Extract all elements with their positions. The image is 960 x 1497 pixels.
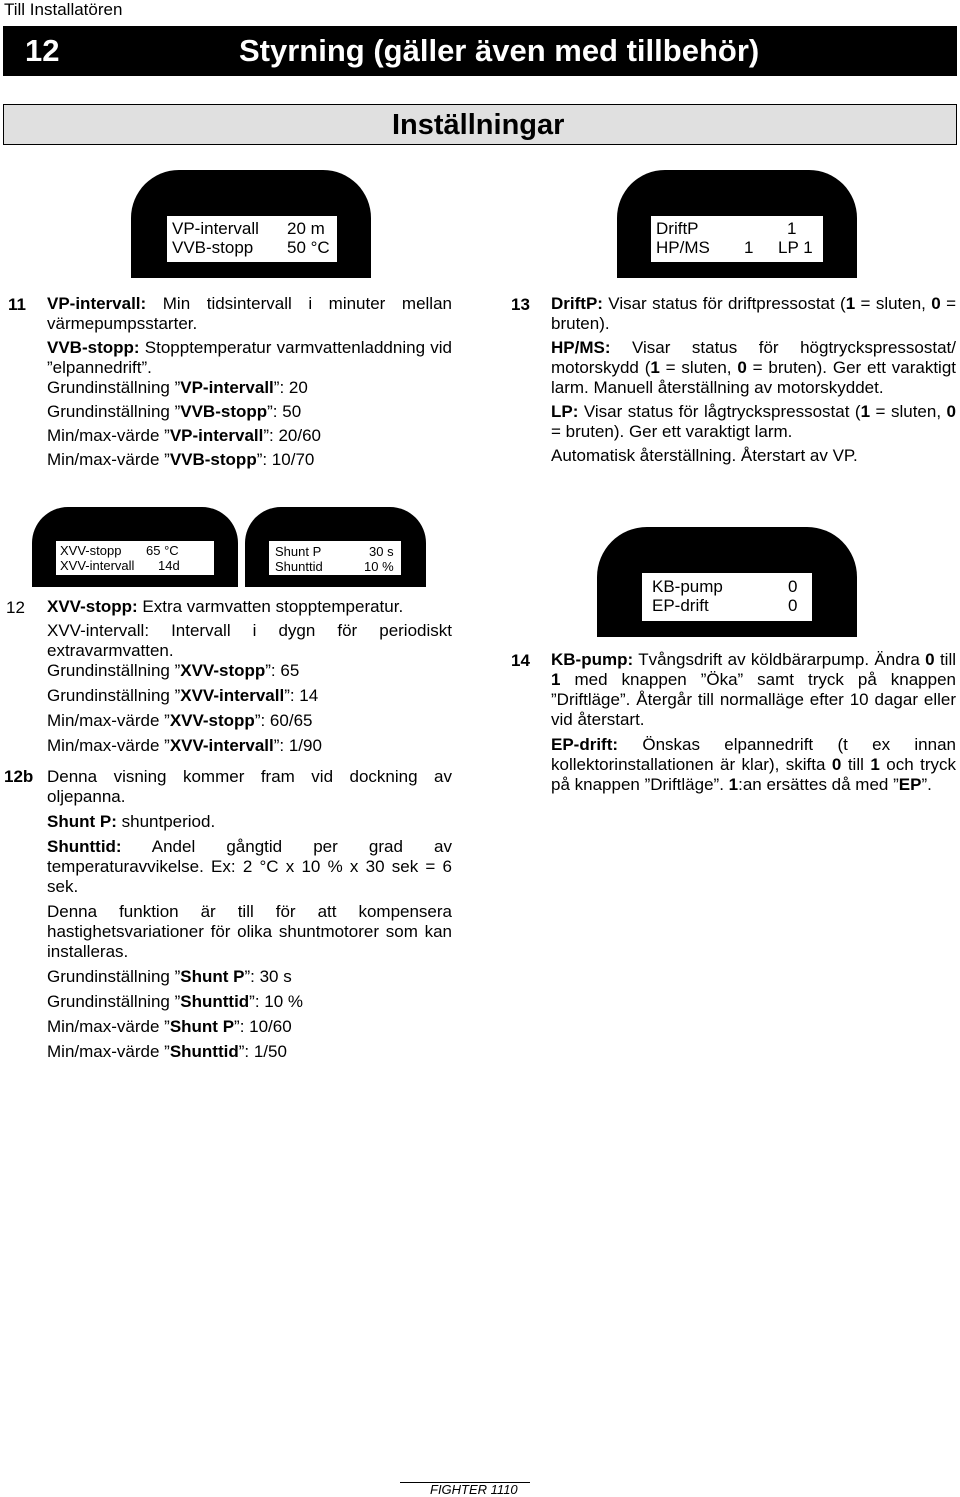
running-header: Till Installatören bbox=[4, 0, 123, 19]
display-kb-pump bbox=[597, 527, 857, 637]
display-value: 0 bbox=[788, 577, 798, 596]
chapter-title: Styrning (gäller även med tillbehör) bbox=[239, 33, 760, 68]
display-value: 1 bbox=[787, 219, 797, 238]
display-screen bbox=[651, 216, 823, 262]
item-13-text: DriftP: Visar status för driftpressostat (1 = sluten, 0 = bruten). HP/MS: Visar status för högtryckspressostat/ motorskydd (1 = sluten, 0 = bruten). Ger ett varaktigt larm. Manuell återställning av motorskyddet. LP: Visar status för lågtryckspressostat (1 = sluten, 0 = bruten). Ger ett varaktigt larm. Automatisk återställning. Återstart av VP. bbox=[551, 294, 957, 465]
display-value: 30 s bbox=[369, 544, 394, 559]
display-label: Shunttid bbox=[275, 559, 323, 574]
item-number: 12b bbox=[4, 767, 34, 786]
footer-product: FIGHTER 1110 bbox=[430, 1482, 518, 1497]
display-value: 0 bbox=[788, 596, 798, 615]
display-value: 65 °C bbox=[146, 543, 179, 558]
item-11-text: VP-intervall: Min tidsintervall i minuter mellan värmepumpsstarter. VVB-stopp: Stopptemperatur varmvattenladdning vid ”elpannedrift”. Grundinställning ”VP-intervall”: 20 Grundinställning ”VVB-stopp”: 50 Min/max-värde ”VP-intervall”: 20/60 Min/max-värde ”VVB-stopp”: 10/70 bbox=[47, 294, 452, 469]
display-label: XVV-stopp bbox=[60, 543, 122, 558]
item-number: 11 bbox=[8, 295, 26, 314]
display-shunt-p bbox=[245, 507, 426, 587]
display-label: LP 1 bbox=[778, 238, 813, 257]
display-value: 20 m bbox=[287, 219, 325, 238]
chapter-banner bbox=[3, 26, 957, 76]
display-screen bbox=[167, 216, 337, 262]
display-label: EP-drift bbox=[652, 596, 709, 615]
display-label: HP/MS bbox=[656, 238, 710, 257]
display-value: 14d bbox=[158, 558, 180, 573]
display-driftp bbox=[617, 170, 857, 278]
item-number: 12 bbox=[6, 598, 25, 617]
display-label: DriftP bbox=[656, 219, 699, 238]
display-value: 1 bbox=[744, 238, 754, 257]
display-value: 10 % bbox=[364, 559, 394, 574]
section-title: Inställningar bbox=[392, 109, 565, 141]
display-screen bbox=[642, 573, 812, 621]
display-screen bbox=[269, 541, 401, 575]
display-label: VVB-stopp bbox=[172, 238, 254, 257]
display-label: XVV-intervall bbox=[60, 558, 135, 573]
section-banner bbox=[3, 104, 957, 145]
display-xvv-stopp bbox=[32, 507, 238, 587]
item-14-text: KB-pump: Tvångsdrift av köldbärarpump. Ändra 0 till 1 med knappen ”Öka” samt tryck på knappen ”Driftläge”. Återgår till normalläge efter 10 dagar eller vid återstart. EP-drift: Önskas elpannedrift (t ex innan kollektorinstallationen är klar), skifta 0 till 1 och tryck på knappen ”Driftläge”. 1:an ersättes då med ”EP”. bbox=[551, 650, 956, 794]
display-label: KB-pump bbox=[652, 577, 723, 596]
item-12-text: XVV-stopp: Extra varmvatten stopptemperatur. XVV-intervall: Intervall i dygn för periodiskt extravarmvatten. Grundinställning ”XVV-stopp”: 65 Grundinställning ”XVV-intervall”: 14 Min/max-värde ”XVV-stopp”: 60/65 Min/max-värde ”XVV-intervall”: 1/90 bbox=[47, 597, 452, 755]
display-vp-intervall bbox=[131, 170, 371, 278]
item-number: 14 bbox=[511, 651, 530, 670]
display-screen bbox=[56, 541, 214, 575]
display-value: 50 °C bbox=[287, 238, 330, 257]
chapter-number: 12 bbox=[25, 33, 60, 68]
display-label: Shunt P bbox=[275, 544, 322, 559]
item-number: 13 bbox=[511, 295, 530, 314]
display-label: VP-intervall bbox=[172, 219, 259, 238]
item-12b-text: Denna visning kommer fram vid dockning av oljepanna. Shunt P: shuntperiod. Shunttid: Andel gångtid per grad av temperaturavvikelse. Ex: 2 °C x 10 % x 30 sek = 6 sek. Denna funktion är till för att kompensera hastighetsvariationer för olika shuntmotorer som kan installeras. Grundinställning ”Shunt P”: 30 s Grundinställning ”Shunttid”: 10 % Min/max-värde ”Shunt P”: 10/60 Min/max-värde ”Shunttid”: 1/50 bbox=[47, 767, 452, 1061]
